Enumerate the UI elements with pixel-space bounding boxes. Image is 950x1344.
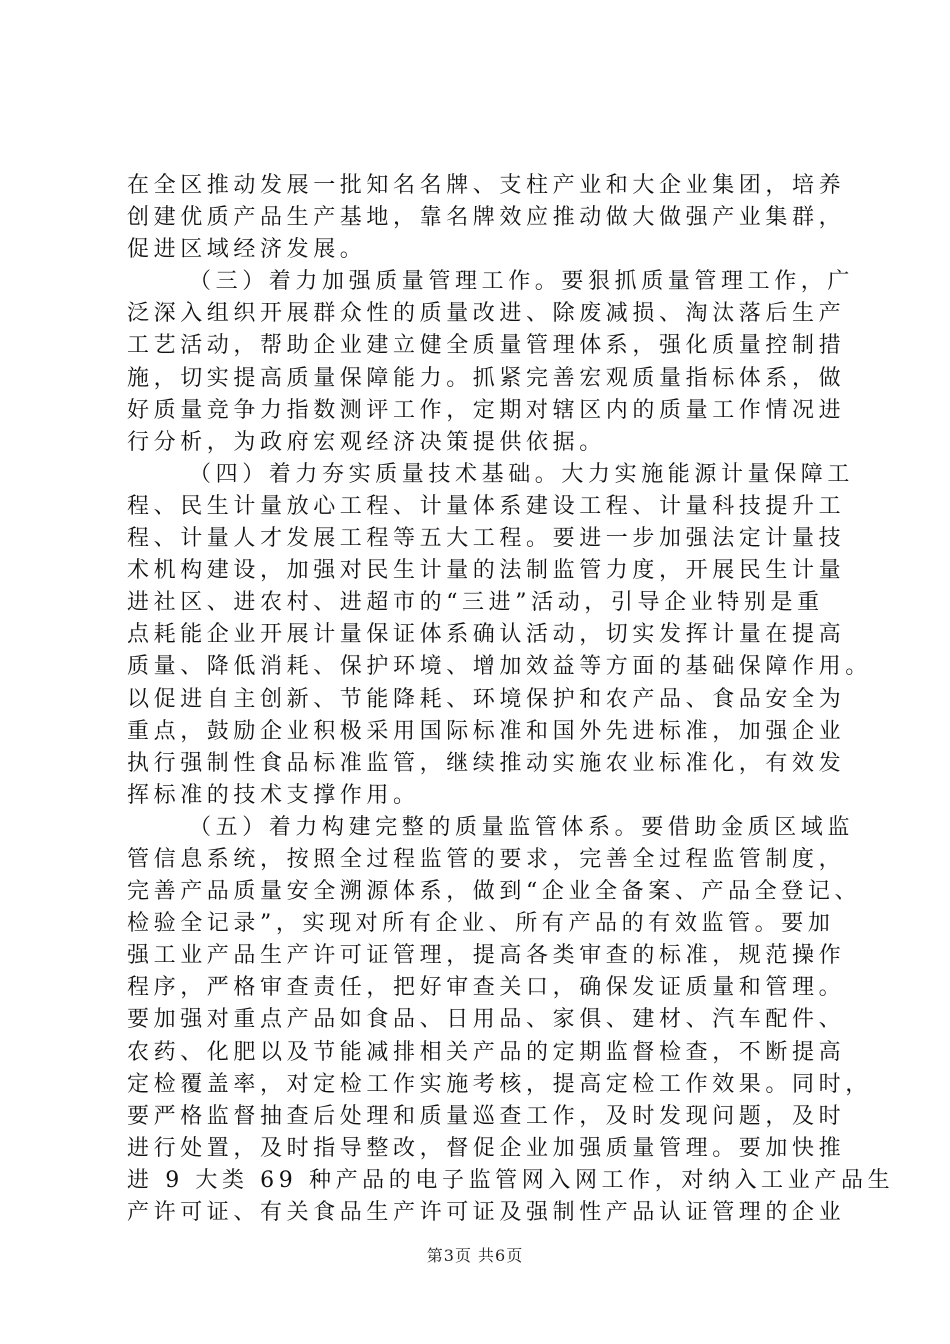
text-line: 进社区、进农村、进超市的“三进”活动，引导企业特别是重 (127, 590, 824, 616)
text-line: 以促进自主创新、节能降耗、环境保护和农产品、食品安全为 (127, 686, 846, 712)
text-line: 农药、化肥以及节能减排相关产品的定期监督检查，不断提高 (127, 1039, 846, 1065)
text-line: 工艺活动，帮助企业建立健全质量管理体系，强化质量控制措 (127, 333, 846, 359)
body-text (127, 170, 895, 1229)
text-line: 检验全记录”，实现对所有企业、所有产品的有效监管。要加 (127, 911, 835, 937)
text-line: 术机构建设，加强对民生计量的法制监管力度，开展民生计量 (127, 558, 846, 584)
text-line: 执行强制性食品标准监管，继续推动实施农业标准化，有效发 (127, 750, 846, 776)
text-line: 创建优质产品生产基地，靠名牌效应推动做大做强产业集群， (127, 205, 846, 231)
text-line: 完善产品质量安全溯源体系，做到“企业全备案、产品全登记、 (127, 879, 862, 905)
text-line: 挥标准的技术支撑作用。 (127, 782, 420, 808)
text-line: 产许可证、有关食品生产许可证及强制性产品认证管理的企业 (127, 1200, 846, 1225)
paragraph-heading-four: （四）着力夯实质量技术基础。大力实施能源计量保障工 (189, 461, 855, 487)
text-line: 要加强对重点产品如食品、日用品、家俱、建材、汽车配件、 (127, 1007, 846, 1033)
text-line: 定检覆盖率，对定检工作实施考核，提高定检工作效果。同时， (127, 1071, 872, 1097)
text-line: 强工业产品生产许可证管理，提高各类审查的标准，规范操作 (127, 943, 846, 969)
text-line: 泛深入组织开展群众性的质量改进、除废减损、淘汰落后生产 (127, 301, 846, 327)
text-line: 点耗能企业开展计量保证体系确认活动，切实发挥计量在提高 (127, 622, 846, 648)
text-line: 程序，严格审查责任，把好审查关口，确保发证质量和管理。 (127, 975, 846, 1001)
text-line: 管信息系统，按照全过程监管的要求，完善全过程监管制度， (127, 846, 846, 872)
text-line: 程、计量人才发展工程等五大工程。要进一步加强法定计量技 (127, 526, 846, 552)
text-line: 进 9 大类 69 种产品的电子监管网入网工作，对纳入工业产品生 (127, 1167, 895, 1193)
text-line: 好质量竞争力指数测评工作，定期对辖区内的质量工作情况进 (127, 397, 846, 423)
text-line: 在全区推动发展一批知名名牌、支柱产业和大企业集团，培养 (127, 173, 846, 198)
text-line: 质量、降低消耗、保护环境、增加效益等方面的基础保障作用。 (127, 654, 872, 680)
text-line: 促进区域经济发展。 (127, 237, 367, 263)
text-line: 程、民生计量放心工程、计量体系建设工程、计量科技提升工 (127, 493, 846, 519)
page-number-footer: 第3页 共6页 (426, 1246, 524, 1265)
paragraph-heading-five: （五）着力构建完整的质量监管体系。要借助金质区域监 (189, 814, 855, 840)
text-line: 行分析，为政府宏观经济决策提供依据。 (127, 429, 606, 455)
paragraph-heading-three: （三）着力加强质量管理工作。要狠抓质量管理工作，广 (189, 269, 855, 295)
text-line: 要严格监督抽查后处理和质量巡查工作，及时发现问题，及时 (127, 1103, 846, 1129)
text-line: 施，切实提高质量保障能力。抓紧完善宏观质量指标体系，做 (127, 365, 846, 391)
text-line: 重点，鼓励企业积极采用国际标准和国外先进标准，加强企业 (127, 718, 846, 744)
text-line: 进行处置，及时指导整改，督促企业加强质量管理。要加快推 (127, 1135, 846, 1161)
